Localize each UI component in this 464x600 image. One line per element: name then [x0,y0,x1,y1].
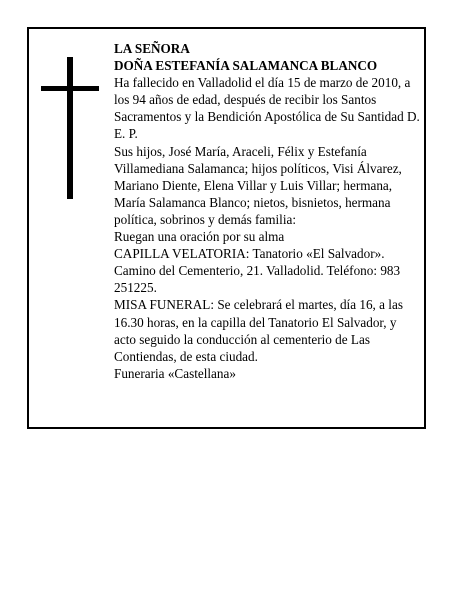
cross-horizontal-bar [41,86,99,91]
cross-vertical-bar [67,57,73,199]
cross-icon [41,57,99,199]
funeral-mass-info: MISA FUNERAL: Se celebrará el martes, día 16, a las 16.30 horas, en la capilla del Tanatorio El Salvador, y acto seguido la conducción al cementerio de Las Contiendas, de esta ciudad. [114,297,403,364]
obituary-text [114,40,420,382]
chapel-info: CAPILLA VELATORIA: Tanatorio «El Salvador». Camino del Cementerio, 21. Valladolid. Teléfono: 983 251225. [114,246,401,296]
family-list: Sus hijos, José María, Araceli, Félix y Estefanía Villamediana Salamanca; hijos políticos, Visi Álvarez, Mariano Diente, Elena Villar y Luis Villar; hermana, María Salamanca Blanco; nietos, bisnietos, hermana política, sobrinos y demás familia: [114,143,402,227]
death-announcement: Ha fallecido en Valladolid el día 15 de marzo de 2010, a los 94 años de edad, después de recibir los Santos Sacramentos y la Bendición Apostólica de Su Santidad D. E. P. [114,75,420,142]
deceased-name: DOÑA ESTEFANÍA SALAMANCA BLANCO [114,58,378,74]
notice-title: LA SEÑORA [114,41,190,56]
obituary-notice [27,27,426,429]
funeral-home: Funeraria «Castellana» [114,365,236,381]
prayer-request: Ruegan una oración por su alma [114,229,285,245]
